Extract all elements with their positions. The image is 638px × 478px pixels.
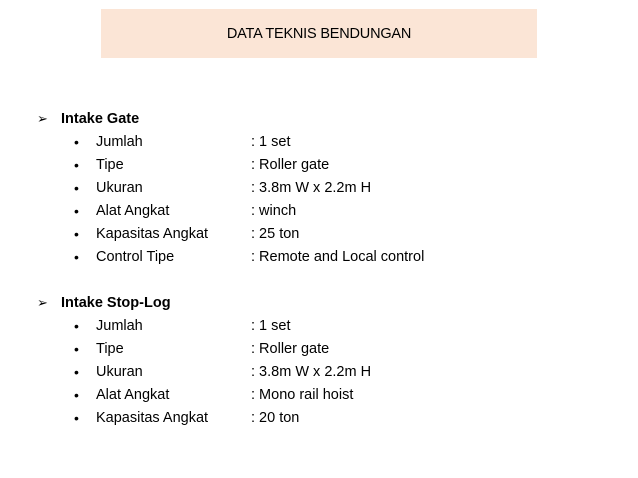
item-value: : Mono rail hoist [251,386,354,403]
arrow-bullet-icon: ➢ [37,295,48,310]
item-value: : winch [251,202,297,219]
bullet-icon: • [74,225,79,242]
item-label: Kapasitas Angkat [96,225,209,242]
item-label: Alat Angkat [96,202,170,219]
list-item [37,199,424,222]
bullet-icon: • [74,409,79,426]
item-label: Ukuran [96,363,143,380]
bullet-icon: • [74,133,79,150]
item-label: Tipe [96,340,124,357]
bullet-icon: • [74,363,79,380]
list-item [37,222,424,245]
item-value: : Roller gate [251,156,330,173]
arrow-bullet-icon: ➢ [37,111,48,126]
item-value: : 20 ton [251,409,300,426]
item-label: Tipe [96,156,124,173]
item-label: Alat Angkat [96,386,170,403]
section-intake-gate [37,107,424,268]
section-intake-stop-log [37,291,371,429]
list-item [37,153,424,176]
section-heading-row [37,291,371,314]
list-item [37,360,371,383]
page-title: DATA TEKNIS BENDUNGAN [226,25,412,42]
item-value: : 25 ton [251,225,300,242]
item-value: : Remote and Local control [251,248,425,265]
item-label: Control Tipe [96,248,175,265]
list-item [37,314,371,337]
bullet-icon: • [74,340,79,357]
bullet-icon: • [74,156,79,173]
section-heading: Intake Stop-Log [61,294,171,311]
item-label: Ukuran [96,179,143,196]
item-value: : 1 set [251,317,291,334]
item-label: Jumlah [96,317,143,334]
item-value: : Roller gate [251,340,330,357]
bullet-icon: • [74,386,79,403]
list-item [37,130,424,153]
bullet-icon: • [74,179,79,196]
bullet-icon: • [74,317,79,334]
list-item [37,245,424,268]
bullet-icon: • [74,202,79,219]
section-heading-row [37,107,424,130]
item-value: : 3.8m W x 2.2m H [251,179,372,196]
list-item [37,337,371,360]
list-item [37,383,371,406]
item-label: Jumlah [96,133,143,150]
list-item [37,406,371,429]
section-heading: Intake Gate [61,110,140,127]
item-value: : 1 set [251,133,291,150]
item-value: : 3.8m W x 2.2m H [251,363,372,380]
item-label: Kapasitas Angkat [96,409,209,426]
bullet-icon: • [74,248,79,265]
list-item [37,176,424,199]
